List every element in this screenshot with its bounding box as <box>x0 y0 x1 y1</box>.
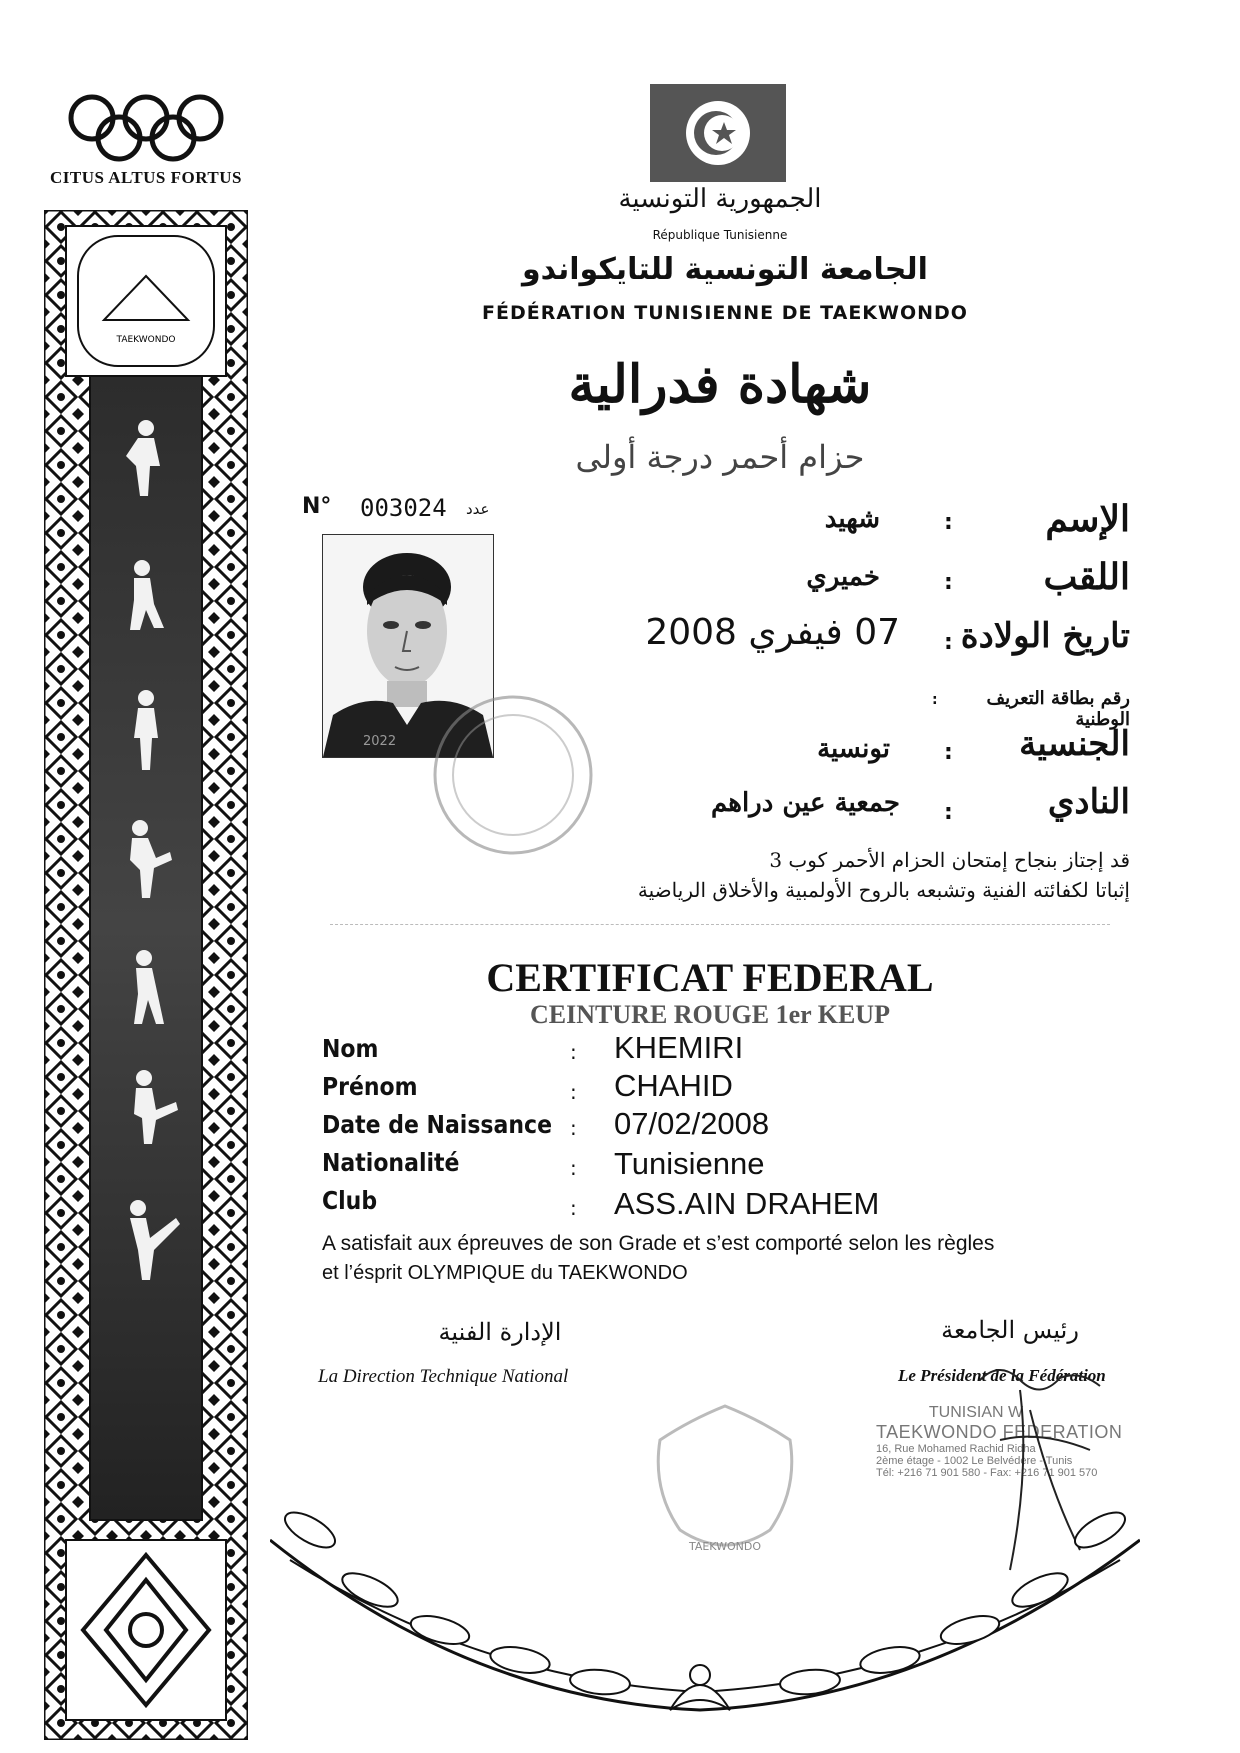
nationality-label-arabic: الجنسية <box>1019 724 1130 764</box>
colon: : <box>944 570 953 595</box>
svg-text:TAEKWONDO: TAEKWONDO <box>116 335 176 345</box>
surname-value-arabic: خميري <box>806 562 880 592</box>
name-label-arabic: الإسم <box>1045 498 1130 540</box>
statement-french-line2: et l’ésprit OLYMPIQUE du TAEKWONDO <box>322 1262 688 1284</box>
round-stamp <box>428 690 598 860</box>
stamp-line3: 16, Rue Mohamed Rachid Ridha <box>876 1443 1036 1455</box>
federation-name-arabic: الجامعة التونسية للتايكواندو <box>522 252 928 287</box>
colon: : <box>944 800 953 825</box>
date-of-birth-value: 07/02/2008 <box>614 1106 770 1141</box>
certificate-subtitle-french: CEINTURE ROUGE 1er KEUP <box>530 1000 890 1029</box>
colon: : <box>570 1080 577 1104</box>
decorative-wreath <box>270 1460 1140 1720</box>
certificate-title-arabic: شهادة فدرالية <box>568 354 872 415</box>
nationality-label: Nationalité <box>322 1148 460 1177</box>
stamp-line2: TAEKWONDO FEDERATION <box>876 1422 1123 1442</box>
certificate-number: 003024 <box>360 494 447 522</box>
republic-name-french: République Tunisienne <box>652 228 788 242</box>
certificate-number-label: N° <box>302 494 332 519</box>
dob-value-arabic: 07 فيفري 2008 <box>645 612 900 653</box>
nom-label: Nom <box>322 1034 379 1063</box>
nom-value: KHEMIRI <box>614 1030 744 1065</box>
club-label: Club <box>322 1186 378 1215</box>
club-value: ASS.AIN DRAHEM <box>614 1186 880 1221</box>
olympic-rings-icon <box>64 92 228 164</box>
technical-direction-arabic: الإدارة الفنية <box>438 1318 562 1346</box>
certificate-subtitle-arabic: حزام أحمر درجة أولى <box>575 438 865 476</box>
stamp-line1: TUNISIAN W <box>928 1404 1024 1421</box>
section-divider <box>330 924 1110 935</box>
name-value-arabic: شهيد <box>824 504 880 534</box>
prenom-label: Prénom <box>322 1072 418 1101</box>
stamp-line5: Tél: +216 71 901 580 - Fax: +216 71 901 570 <box>876 1467 1098 1479</box>
president-title-french: Le Président de la Fédération <box>898 1366 1106 1385</box>
technical-direction-french: La Direction Technique National <box>318 1366 569 1387</box>
club-value-arabic: جمعية عين دراهم <box>710 788 900 818</box>
colon: : <box>570 1196 577 1220</box>
olympic-motto: CITUS ALTUS FORTUS <box>49 168 242 187</box>
certificate-number-label-arabic: عدد <box>466 500 490 518</box>
colon: : <box>570 1116 577 1140</box>
statement-arabic-line2: إثباتا لكفائته الفنية وتشبعه بالروح الأولمبية والأخلاق الرياضية <box>637 878 1130 902</box>
republic-name-arabic: الجمهورية التونسية <box>618 184 822 214</box>
nationality-value: Tunisienne <box>614 1146 765 1181</box>
stamp-line4: 2ème étage - 1002 Le Belvédère - Tunis <box>876 1455 1073 1467</box>
colon: : <box>944 740 953 765</box>
club-label-arabic: النادي <box>1047 782 1130 822</box>
colon: : <box>570 1040 577 1064</box>
nationality-value-arabic: تونسية <box>817 734 890 764</box>
colon: : <box>944 630 953 655</box>
colon: : <box>944 510 953 535</box>
prenom-value: CHAHID <box>614 1068 733 1103</box>
photo-stamp-date: 2022 <box>363 734 397 749</box>
id-card-label-arabic: رقم بطاقة التعريف الوطنية <box>986 688 1130 730</box>
federation-name-french: FÉDÉRATION TUNISIENNE DE TAEKWONDO <box>482 302 968 324</box>
tunisia-flag-icon <box>650 84 786 182</box>
president-title-arabic: رئيس الجامعة <box>941 1316 1079 1344</box>
colon: : <box>932 692 938 708</box>
dob-label-arabic: تاريخ الولادة <box>960 616 1130 656</box>
certificate-title-french: CERTIFICAT FEDERAL <box>486 955 934 1000</box>
svg-text:TAEKWONDO: TAEKWONDO <box>688 1540 762 1553</box>
statement-arabic-line1: قد إجتاز بنجاح إمتحان الحزام الأحمر كوب 3 <box>769 848 1130 872</box>
statement-french-line1: A satisfait aux épreuves de son Grade et s’est comporté selon les règles <box>322 1232 995 1255</box>
surname-label-arabic: اللقب <box>1043 556 1130 598</box>
date-of-birth-label: Date de Naissance <box>322 1110 552 1139</box>
colon: : <box>570 1156 577 1180</box>
decorative-side-band <box>44 210 248 1740</box>
